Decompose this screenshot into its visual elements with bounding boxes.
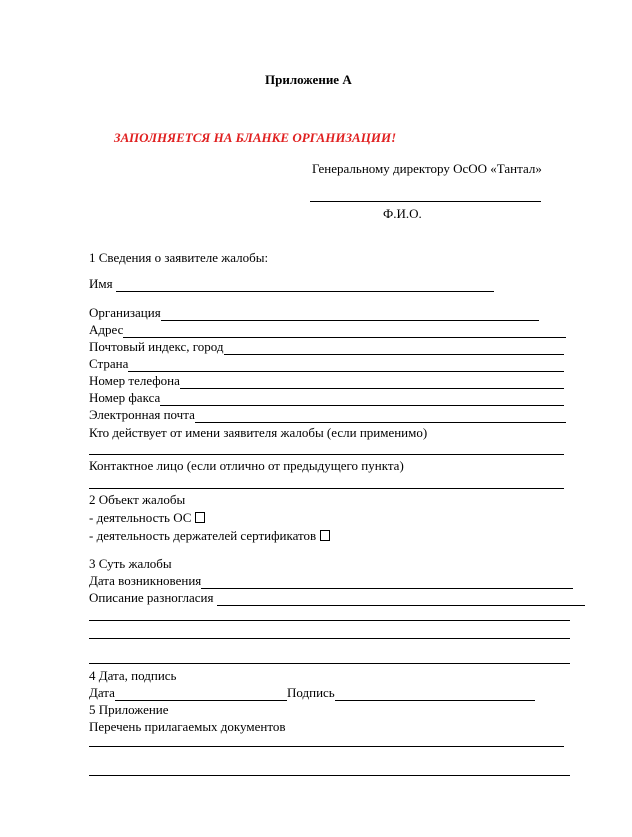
representative-label: Кто действует от имени заявителя жалобы (если применимо) <box>89 425 428 440</box>
fio-caption: Ф.И.О. <box>383 206 422 221</box>
holders-activity-checkbox[interactable] <box>320 530 330 541</box>
name-field[interactable] <box>89 276 494 292</box>
occurrence-date-field[interactable] <box>89 573 573 589</box>
country-field[interactable] <box>89 356 564 372</box>
signature-label: Подпись <box>287 685 335 700</box>
attached-documents-label: Перечень прилагаемых документов <box>89 719 286 734</box>
attachments-line-1[interactable] <box>89 746 564 747</box>
section1-title: 1 Сведения о заявителе жалобы: <box>89 250 269 265</box>
os-activity-label: - деятельность ОС <box>89 510 192 525</box>
contact-person-label: Контактное лицо (если отлично от предыдущего пункта) <box>89 458 404 473</box>
email-field[interactable] <box>89 407 566 423</box>
addressee-text: Генеральному директору ОсОО «Тантал» <box>312 161 542 176</box>
director-name-line <box>310 201 541 202</box>
disagreement-description-label: Описание разногласия <box>89 590 214 605</box>
os-activity-checkbox[interactable] <box>195 512 205 523</box>
country-label: Страна <box>89 356 129 371</box>
date-field[interactable] <box>89 685 287 701</box>
section2-title: 2 Объект жалобы <box>89 492 186 507</box>
email-label: Электронная почта <box>89 407 195 422</box>
name-label: Имя <box>89 276 113 291</box>
date-label: Дата <box>89 685 115 700</box>
address-label: Адрес <box>89 322 124 337</box>
postal-city-label: Почтовый индекс, город <box>89 339 224 354</box>
description-line-3[interactable] <box>89 663 570 664</box>
description-line-1[interactable] <box>89 620 570 621</box>
section3-title: 3 Суть жалобы <box>89 556 172 571</box>
contact-person-line[interactable] <box>89 488 564 489</box>
fax-field[interactable] <box>89 390 564 406</box>
attachments-line-2[interactable] <box>89 775 570 776</box>
organization-field[interactable] <box>89 305 539 321</box>
appendix-title: Приложение А <box>265 72 352 87</box>
phone-field[interactable] <box>89 373 564 389</box>
phone-label: Номер телефона <box>89 373 180 388</box>
description-line-2[interactable] <box>89 638 570 639</box>
signature-field[interactable] <box>287 685 535 701</box>
occurrence-date-label: Дата возникновения <box>89 573 202 588</box>
disagreement-description-field[interactable] <box>89 590 585 606</box>
holders-activity-option[interactable] <box>89 528 330 544</box>
fax-label: Номер факса <box>89 390 161 405</box>
address-field[interactable] <box>89 322 566 338</box>
organization-label: Организация <box>89 305 161 320</box>
section4-title: 4 Дата, подпись <box>89 668 177 683</box>
postal-city-field[interactable] <box>89 339 564 355</box>
representative-line[interactable] <box>89 454 564 455</box>
holders-activity-label: - деятельность держателей сертификатов <box>89 528 317 543</box>
fill-on-letterhead-warning: ЗАПОЛНЯЕТСЯ НА БЛАНКЕ ОРГАНИЗАЦИИ! <box>114 130 397 145</box>
section5-title: 5 Приложение <box>89 702 169 717</box>
os-activity-option[interactable] <box>89 510 205 526</box>
